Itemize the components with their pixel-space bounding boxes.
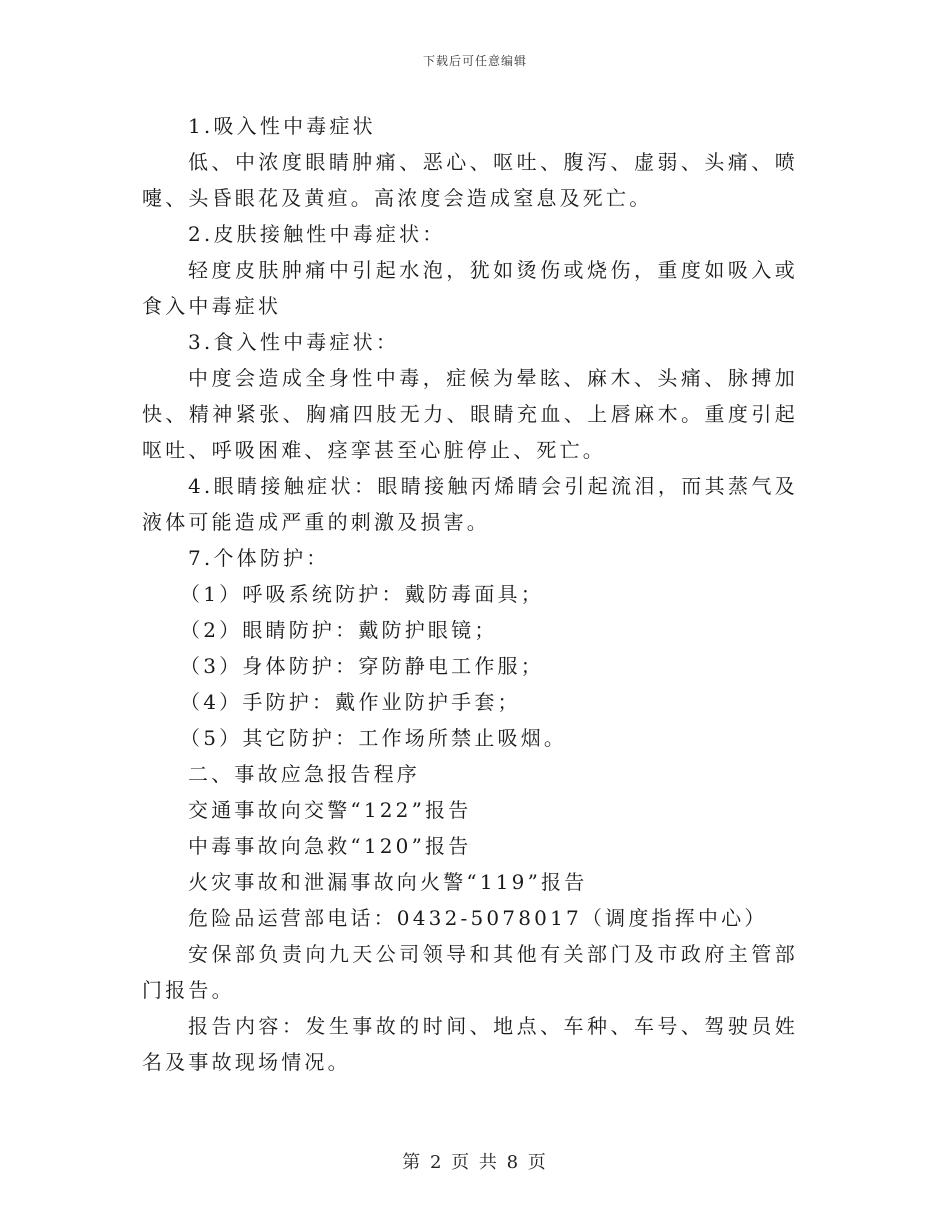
paragraph: 火灾事故和泄漏事故向火警“119”报告: [188, 870, 588, 894]
paragraph: 安保部负责向九天公司领导和其他有关部门及市政府主管部门报告。: [142, 942, 798, 1002]
paragraph: 中毒事故向急救“120”报告: [188, 834, 472, 858]
paragraph: 危险品运营部电话：0432-5078017（调度指挥中心）: [188, 906, 768, 930]
page-footer: 第 2 页 共 8 页: [402, 1152, 548, 1173]
document-body: [142, 108, 798, 1080]
list-item: （1）呼吸系统防护：戴防毒面具；: [180, 582, 544, 606]
paragraph: 7.个体防护：: [188, 546, 330, 570]
page-header: 下载后可任意编辑: [422, 54, 527, 68]
paragraph: 4.眼睛接触症状：眼睛接触丙烯睛会引起流泪，而其蒸气及液体可能造成严重的刺激及损害。: [142, 474, 798, 534]
list-item: （3）身体防护：穿防静电工作服；: [180, 654, 544, 678]
paragraph: 中度会造成全身性中毒，症候为晕眩、麻木、头痛、脉搏加快、精神紧张、胸痛四肢无力、眼睛充血、上唇麻木。重度引起呕吐、呼吸困难、痉挛甚至心脏停止、死亡。: [142, 366, 798, 462]
paragraph: 低、中浓度眼睛肿痛、恶心、呕吐、腹泻、虚弱、头痛、喷嚏、头昏眼花及黄疸。高浓度会造成窒息及死亡。: [142, 150, 798, 210]
paragraph: 交通事故向交警“122”报告: [188, 798, 472, 822]
paragraph: 1.吸入性中毒症状: [188, 114, 376, 138]
paragraph: 报告内容：发生事故的时间、地点、车种、车号、驾驶员姓名及事故现场情况。: [142, 1014, 798, 1074]
section-heading: 二、事故应急报告程序: [188, 762, 420, 786]
list-item: （4）手防护：戴作业防护手套；: [180, 690, 521, 714]
paragraph: 轻度皮肤肿痛中引起水泡，犹如烫伤或烧伤，重度如吸入或食入中毒症状: [142, 258, 798, 318]
paragraph: 3.食入性中毒症状：: [188, 330, 400, 354]
list-item: （2）眼睛防护：戴防护眼镜；: [180, 618, 498, 642]
list-item: （5）其它防护：工作场所禁止吸烟。: [180, 726, 568, 750]
paragraph: 2.皮肤接触性中毒症状：: [188, 222, 446, 246]
